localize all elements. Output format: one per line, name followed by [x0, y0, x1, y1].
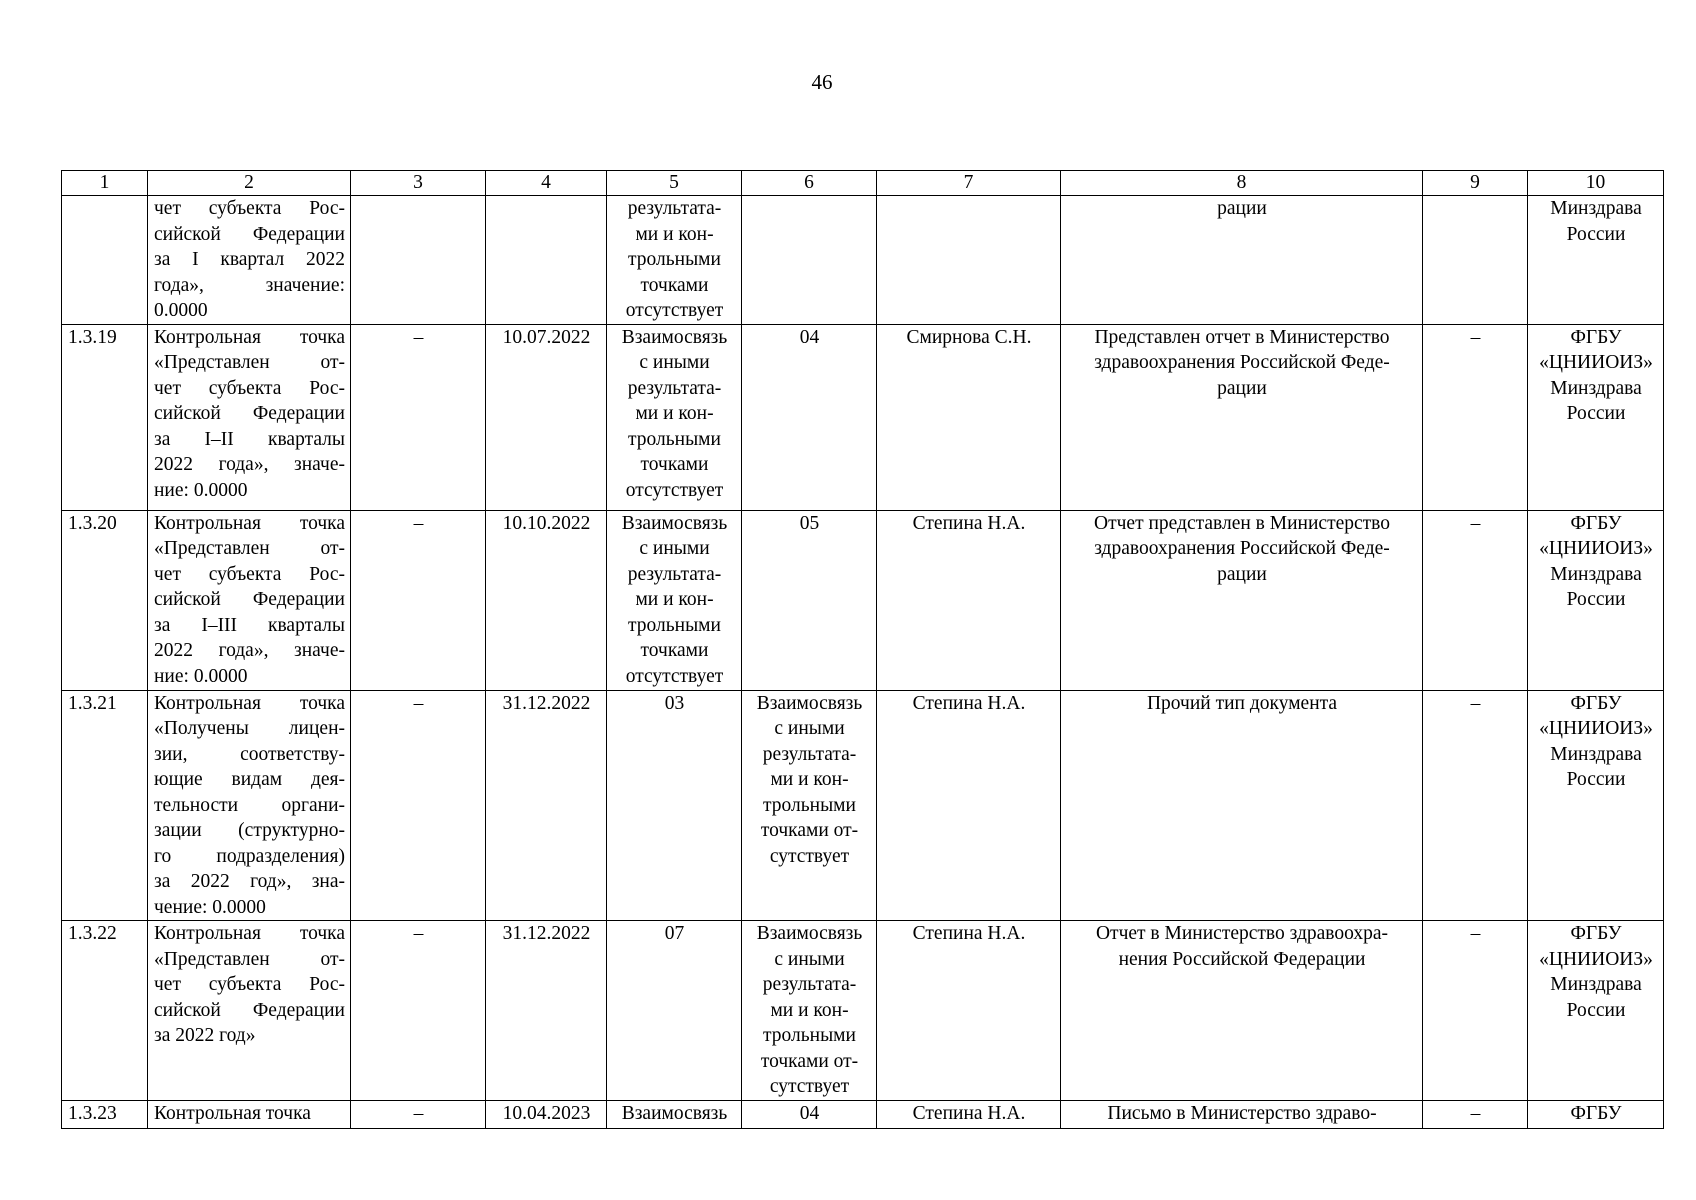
row-organization	[1528, 921, 1664, 1101]
row-organization-text: ФГБУ «ЦНИИОИЗ» Минздрава России	[1539, 692, 1653, 790]
row-number-text: 1.3.20	[68, 512, 117, 534]
row-col-9-text: –	[1470, 512, 1481, 534]
table-row	[62, 324, 1664, 510]
header-col-2: 2	[148, 171, 351, 196]
row-col-6	[742, 690, 877, 921]
row-organization-text: ФГБУ «ЦНИИОИЗ» Минздрава России	[1539, 326, 1653, 424]
row-date-text: 10.10.2022	[502, 512, 591, 534]
row-responsible-text: Смирнова С.Н.	[906, 326, 1032, 348]
row-col-9	[1423, 690, 1528, 921]
row-col-6-text: 05	[799, 512, 820, 534]
row-col-5	[607, 690, 742, 921]
row-responsible-text: Степина Н.А.	[912, 1103, 1026, 1124]
header-col-6: 6	[742, 171, 877, 196]
table-row	[62, 1101, 1664, 1129]
row-col-5-text: результата- ми и кон- трольными точками отсутствует	[625, 198, 724, 321]
row-col-6-text: 04	[799, 1103, 820, 1124]
row-col-5	[607, 324, 742, 510]
row-col-6-text: 04	[799, 326, 820, 348]
row-result-document-text: рации	[1217, 198, 1267, 219]
row-responsible-text: Степина Н.А.	[912, 512, 1026, 534]
header-col-4: 4	[486, 171, 607, 196]
row-col-9	[1423, 324, 1528, 510]
row-responsible	[877, 324, 1061, 510]
row-number	[62, 1101, 148, 1129]
row-col-6	[742, 1101, 877, 1129]
row-col-9-text: –	[1470, 326, 1481, 348]
table-row	[62, 196, 1664, 325]
header-col-3: 3	[351, 171, 486, 196]
row-organization	[1528, 690, 1664, 921]
row-col-5	[607, 510, 742, 690]
row-number	[62, 510, 148, 690]
header-col-10: 10	[1528, 171, 1664, 196]
row-number-text: 1.3.23	[68, 1103, 117, 1124]
row-description	[148, 921, 351, 1101]
row-col-3	[351, 921, 486, 1101]
row-col-3	[351, 510, 486, 690]
row-number-text: 1.3.21	[68, 692, 117, 714]
row-date	[486, 921, 607, 1101]
header-col-7: 7	[877, 171, 1061, 196]
row-organization-text: ФГБУ «ЦНИИОИЗ» Минздрава России	[1539, 923, 1653, 1021]
table-row	[62, 690, 1664, 921]
row-responsible	[877, 690, 1061, 921]
row-number	[62, 196, 148, 325]
row-col-9	[1423, 921, 1528, 1101]
row-description	[148, 1101, 351, 1129]
row-organization-text: Минздрава России	[1550, 198, 1642, 245]
row-col-3-text: –	[413, 923, 424, 944]
row-result-document-text: Представлен отчет в Министерство здравоохранения Российской Феде- рации	[1094, 326, 1390, 399]
row-result-document-text: Прочий тип документа	[1146, 692, 1338, 714]
row-col-5-text: 07	[664, 923, 685, 944]
page-number: 46	[811, 70, 833, 94]
row-responsible	[877, 921, 1061, 1101]
table-row	[62, 921, 1664, 1101]
row-col-9-text: –	[1470, 1103, 1481, 1124]
row-col-5-text: Взаимосвязь	[621, 1103, 728, 1124]
row-result-document	[1061, 196, 1423, 325]
row-col-3-text: –	[413, 692, 424, 714]
row-number	[62, 690, 148, 921]
row-col-3	[351, 196, 486, 325]
row-col-5	[607, 1101, 742, 1129]
row-description	[148, 324, 351, 510]
row-col-6	[742, 510, 877, 690]
row-col-6-text: Взаимосвязь с иными результата- ми и кон- трольными точками от- сутствует	[756, 692, 863, 867]
row-date-text: 10.04.2023	[502, 1103, 591, 1124]
row-date	[486, 324, 607, 510]
header-col-8: 8	[1061, 171, 1423, 196]
header-col-5: 5	[607, 171, 742, 196]
row-col-5	[607, 921, 742, 1101]
row-date	[486, 690, 607, 921]
row-result-document	[1061, 690, 1423, 921]
row-organization	[1528, 196, 1664, 325]
table-row	[62, 510, 1664, 690]
row-description-text: Контрольная точка «Представлен от- чет субъекта Рос- сийской Федерации за 2022 год»	[154, 923, 345, 1046]
row-col-9-text: –	[1470, 692, 1481, 714]
row-result-document	[1061, 510, 1423, 690]
row-col-3-text: –	[413, 512, 424, 534]
row-description	[148, 690, 351, 921]
row-result-document	[1061, 921, 1423, 1101]
header-col-9: 9	[1423, 171, 1528, 196]
row-col-3-text: –	[413, 326, 424, 348]
row-result-document	[1061, 1101, 1423, 1129]
row-result-document	[1061, 324, 1423, 510]
row-responsible	[877, 510, 1061, 690]
row-col-5-text: Взаимосвязь с иными результата- ми и кон- трольными точками отсутствует	[621, 326, 728, 501]
row-result-document-text: Письмо в Министерство здраво-	[1107, 1103, 1377, 1124]
header-row	[62, 171, 1664, 196]
row-organization	[1528, 510, 1664, 690]
row-col-9	[1423, 510, 1528, 690]
row-col-9-text: –	[1470, 923, 1481, 944]
row-col-9	[1423, 1101, 1528, 1129]
row-organization	[1528, 324, 1664, 510]
row-col-3	[351, 324, 486, 510]
row-date	[486, 196, 607, 325]
row-result-document-text: Отчет в Министерство здравоохра- нения Российской Федерации	[1095, 923, 1389, 970]
row-col-5	[607, 196, 742, 325]
control-points-table	[61, 170, 1664, 1129]
row-description-text: Контрольная точка «Представлен от- чет субъекта Рос- сийской Федерации за I–II кварталы 2022 года», значе- ние: 0.0000	[154, 326, 345, 501]
row-col-6-text: Взаимосвязь с иными результата- ми и кон- трольными точками от- сутствует	[756, 923, 863, 1097]
row-number-text: 1.3.19	[68, 326, 117, 348]
row-col-3	[351, 690, 486, 921]
row-description	[148, 510, 351, 690]
row-result-document-text: Отчет представлен в Министерство здравоохранения Российской Феде- рации	[1094, 512, 1390, 585]
row-col-6	[742, 196, 877, 325]
row-responsible	[877, 196, 1061, 325]
row-description	[148, 196, 351, 325]
row-date-text: 31.12.2022	[502, 923, 591, 944]
row-date	[486, 1101, 607, 1129]
row-col-3	[351, 1101, 486, 1129]
row-description-text: чет субъекта Рос- сийской Федерации за I квартал 2022 года», значение: 0.0000	[154, 198, 345, 321]
row-col-6	[742, 324, 877, 510]
row-col-6	[742, 921, 877, 1101]
row-responsible-text: Степина Н.А.	[912, 692, 1026, 714]
row-date-text: 31.12.2022	[502, 692, 591, 714]
row-col-5-text: Взаимосвязь с иными результата- ми и кон- трольными точками отсутствует	[621, 512, 728, 687]
row-description-text: Контрольная точка	[154, 1103, 311, 1124]
row-col-5-text: 03	[664, 692, 685, 714]
row-organization-text: ФГБУ	[1570, 1103, 1622, 1124]
row-col-3-text: –	[413, 1103, 424, 1124]
row-number	[62, 921, 148, 1101]
row-number-text: 1.3.22	[68, 923, 117, 944]
row-organization-text: ФГБУ «ЦНИИОИЗ» Минздрава России	[1539, 512, 1653, 610]
row-description-text: Контрольная точка «Представлен от- чет субъекта Рос- сийской Федерации за I–III кварталы 2022 года», значе- ние: 0.0000	[154, 512, 345, 687]
header-col-1: 1	[62, 171, 148, 196]
row-number	[62, 324, 148, 510]
row-date-text: 10.07.2022	[502, 326, 591, 348]
row-responsible-text: Степина Н.А.	[912, 923, 1026, 944]
row-organization	[1528, 1101, 1664, 1129]
row-responsible	[877, 1101, 1061, 1129]
row-date	[486, 510, 607, 690]
row-description-text: Контрольная точка «Получены лицен- зии, соответству- ющие видам дея- тельности органи- зации (структурно- го подразделения) за 2022 год», зна- чение: 0.0000	[154, 692, 345, 918]
row-col-9	[1423, 196, 1528, 325]
